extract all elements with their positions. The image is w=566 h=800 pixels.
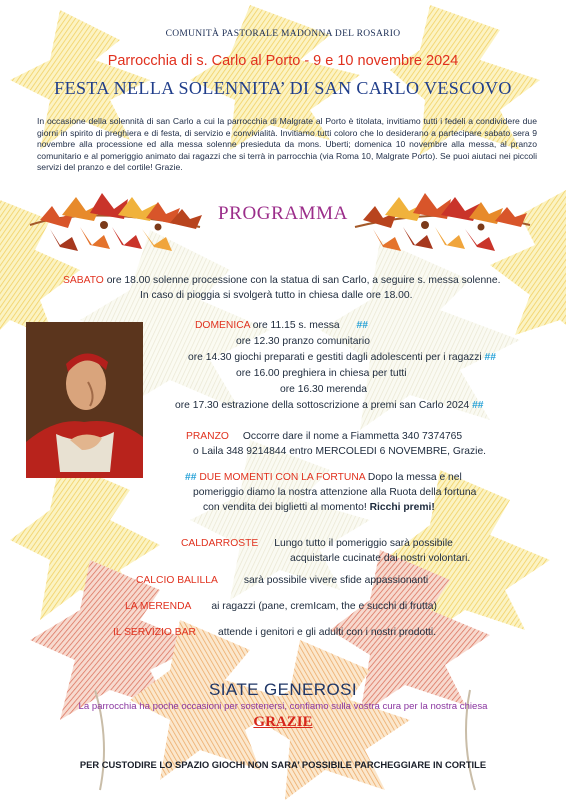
sabato-rain-line: In caso di pioggia si svolgerà tutto in chiesa dalle ore 18.00. xyxy=(140,290,413,301)
domenica-label: DOMENICA xyxy=(195,320,250,331)
bar-line xyxy=(113,627,436,638)
fortuna-line xyxy=(185,472,462,483)
intro-paragraph: In occasione della solennità di san Carlo a cui la parrocchia di Malgrate al Porto è titolata, invitiamo tutti i fedeli a condividere due giorni in spirito di preghiera e di festa, di servizio e convivialità. Invitiamo tutti coloro che lo desiderano a partecipare sabato sera 9 novembre alla processione ed alla messa solenne presieduta da mons. Uberti; domenica 10 novembre alla messa, al pranzo comunitario e al pomeriggio animato dai ragazzi che si terrà in parrocchia (via Roma 10, Malgrate Porto). Se puoi aiutaci nei piccoli servizi del pranzo e del cortile! Grazie. xyxy=(37,116,537,173)
hash-marker: ## xyxy=(356,320,368,331)
siate-generosi-heading: SIATE GENEROSI xyxy=(209,680,357,699)
bar-label: IL SERVIZIO BAR xyxy=(113,627,196,638)
fortuna-line-3 xyxy=(203,502,435,513)
bar-text: attende i genitori e gli adulti con i nostri prodotti. xyxy=(217,627,437,638)
calcio-balilla-label: CALCIO BALILLA xyxy=(136,575,218,586)
fortuna-line-2: pomeriggio diamo la nostra attenzione alla Ruota della fortuna xyxy=(193,487,477,498)
hash-marker: ## xyxy=(185,472,197,483)
domenica-item xyxy=(188,352,496,363)
caldarroste-text: Lungo tutto il pomeriggio sarà possibile xyxy=(274,538,453,549)
domenica-line xyxy=(195,320,368,331)
donation-appeal: La parrocchia ha poche occasioni per sostenersi, confiamo sulla vostra cura per la nostra chiesa xyxy=(78,701,488,712)
programma-title: PROGRAMMA xyxy=(218,203,348,224)
fortuna-text-3: con vendita dei biglietti al momento! xyxy=(203,502,370,513)
merenda-line xyxy=(125,601,437,612)
parking-notice: PER CUSTODIRE LO SPAZIO GIOCHI NON SARA’ POSSIBILE PARCHEGGIARE IN CORTILE xyxy=(79,759,487,770)
community-name: COMUNITÀ PASTORALE MADONNA DEL ROSARIO xyxy=(165,29,401,39)
calcio-balilla-text: sarà possibile vivere sfide appassionanti xyxy=(243,575,429,586)
domenica-item-text: ore 14.30 giochi preparati e gestiti dagli adolescenti per i ragazzi xyxy=(188,352,482,363)
pranzo-line xyxy=(186,431,462,442)
domenica-item-text: ore 17.30 estrazione della sottoscrizione a premi san Carlo 2024 xyxy=(175,400,470,411)
domenica-item xyxy=(175,400,484,411)
ricchi-premi: Ricchi premi! xyxy=(369,502,435,513)
sabato-line xyxy=(63,275,501,286)
feast-title: FESTA NELLA SOLENNITA’ DI SAN CARLO VESCOVO xyxy=(54,78,512,98)
pranzo-line-2: o Laila 348 9214844 entro MERCOLEDI 6 NOVEMBRE, Grazie. xyxy=(193,446,487,457)
merenda-label: LA MERENDA xyxy=(125,601,192,612)
domenica-item: ore 16.00 preghiera in chiesa per tutti xyxy=(236,368,407,379)
merenda-text: ai ragazzi (pane, cremIcam, the e succhi di frutta) xyxy=(211,601,437,612)
parish-heading: Parrocchia di s. Carlo al Porto - 9 e 10 novembre 2024 xyxy=(107,53,459,69)
caldarroste-line-2: acquistarle cucinate dai nostri volontari. xyxy=(290,553,471,564)
pranzo-text: Occorre dare il nome a Fiammetta 340 7374765 xyxy=(242,431,463,442)
fortuna-label: DUE MOMENTI CON LA FORTUNA xyxy=(196,472,366,483)
hash-marker: ## xyxy=(472,400,484,411)
domenica-first: ore 11.15 s. messa xyxy=(249,320,340,331)
fortuna-text: Dopo la messa e nel xyxy=(365,472,462,483)
sabato-text: ore 18.00 solenne processione con la statua di san Carlo, a seguire s. messa solenne. xyxy=(103,275,501,286)
grazie-heading: GRAZIE xyxy=(253,714,313,730)
caldarroste-line xyxy=(181,538,453,549)
hash-marker: ## xyxy=(484,352,496,363)
domenica-item: ore 16.30 merenda xyxy=(280,384,368,395)
domenica-item: ore 12.30 pranzo comunitario xyxy=(236,336,370,347)
caldarroste-label: CALDARROSTE xyxy=(181,538,259,549)
calcio-balilla-line xyxy=(136,575,428,586)
pranzo-label: PRANZO xyxy=(186,431,229,442)
sabato-label: SABATO xyxy=(63,275,104,286)
